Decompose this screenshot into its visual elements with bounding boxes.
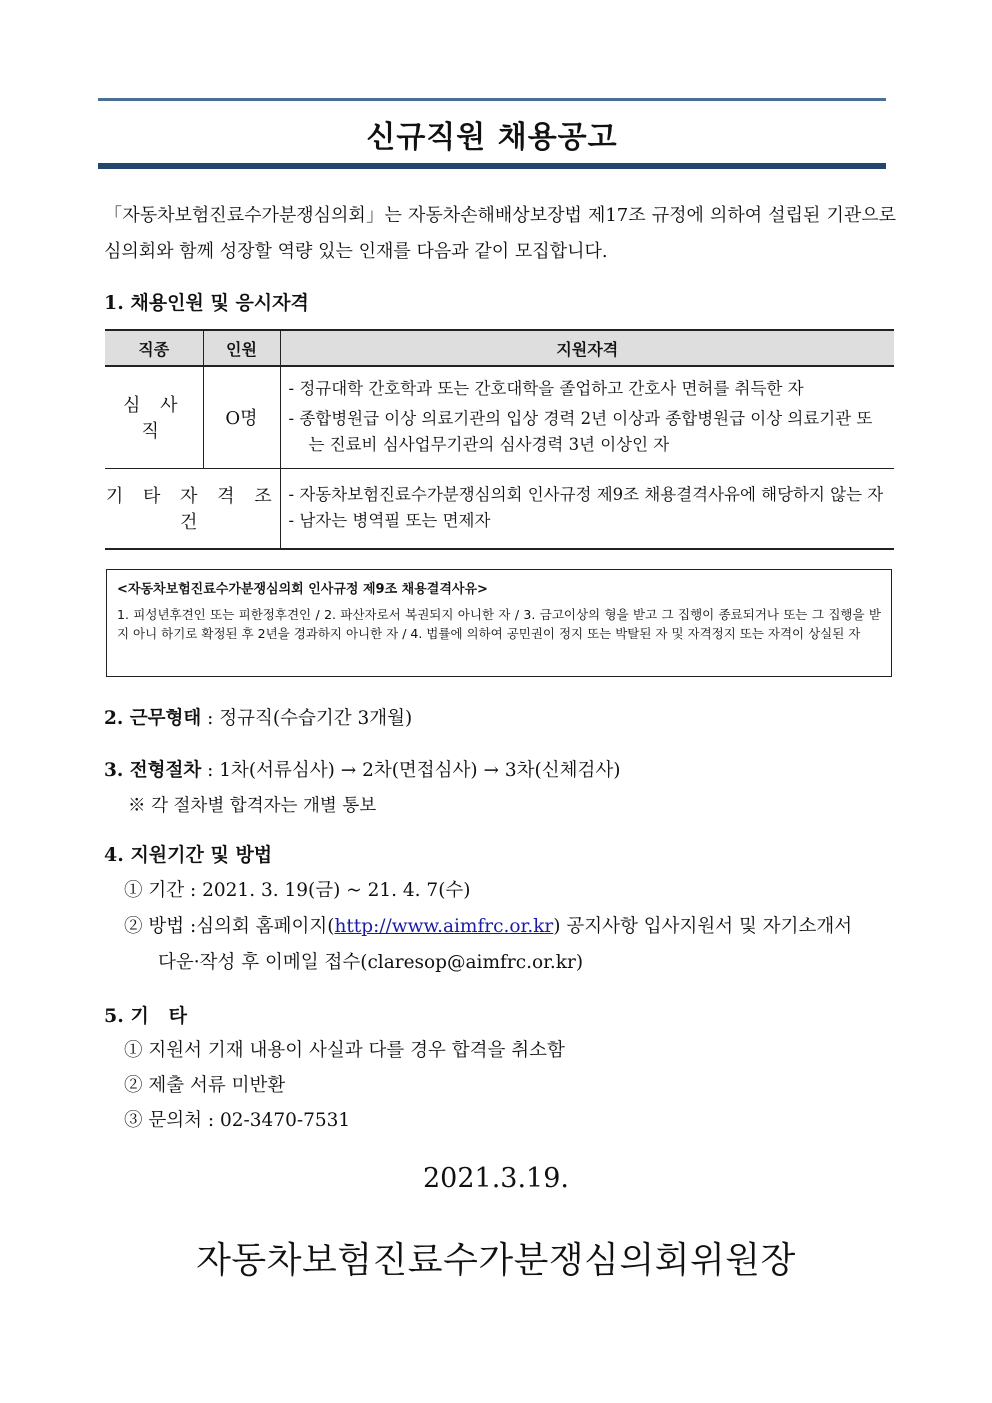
section3-sep: : [201, 760, 220, 781]
section5-item: ② 제출 서류 미반환 [124, 1075, 286, 1096]
page-title: 신규직원 채용공고 [366, 120, 618, 155]
section3-note: ※ 각 절차별 합격자는 개별 통보 [128, 796, 377, 816]
disqualification-body: 1. 피성년후견인 또는 피한정후견인 / 2. 파산자로서 복권되지 아니한 자 / 3. 금고이상의 형을 받고 그 집행이 종료되거나 또는 그 집행을 받지 아니 하기로 확정된 후 2년을 경과하지 아니한 자 / 4. 법률에 의하여 공민권이 정지 또는 박탈된 자 및 자격정지 또는 자격이 상실된 자 [117, 607, 881, 641]
section5-item: ① 지원서 기재 내용이 사실과 다를 경우 합격을 취소함 [124, 1040, 565, 1061]
cell-count: O명 [203, 366, 280, 468]
qualification-item: - 자동차보험진료수가분쟁심의회 인사규정 제9조 채용결격사유에 해당하지 않는 자 [288, 485, 884, 505]
cell-job: 심 사 직 [105, 366, 203, 468]
signer-name: 자동차보험진료수가분쟁심의회위원장 [196, 1240, 796, 1281]
table-row [105, 468, 894, 549]
cell-other-qualifications [280, 468, 894, 549]
disqualification-title: <자동차보험진료수가분쟁심의회 인사규정 제9조 채용결격사유> [117, 582, 488, 597]
title-bottom-rule [98, 163, 886, 169]
header-job: 직종 [105, 330, 203, 366]
section5-heading: 5. 기 타 [104, 1005, 188, 1027]
disqualification-box [106, 569, 892, 677]
section4-heading: 4. 지원기간 및 방법 [104, 844, 273, 866]
cell-qualifications [280, 366, 894, 468]
qualification-item: - 종합병원급 이상 의료기관의 입상 경력 2년 이상과 종합병원급 이상 의료기관 또는 진료비 심사업무기관의 심사경력 3년 이상인 자 [288, 409, 873, 455]
title-top-rule [98, 98, 886, 101]
header-qualification: 지원자격 [280, 330, 894, 366]
section3-heading: 3. 전형절차 [104, 760, 202, 781]
table-header-row [105, 330, 894, 366]
section4-period: ① 기간 : 2021. 3. 19(금) ~ 21. 4. 7(수) [124, 880, 471, 901]
section4-method-line2: 다운·작성 후 이메일 접수(claresop@aimfrc.or.kr) [158, 952, 584, 973]
notice-date: 2021.3.19. [423, 1163, 569, 1194]
section2-value: 정규직(수습기간 3개월) [219, 708, 413, 729]
header-count: 인원 [203, 330, 280, 366]
section5-item: ③ 문의처 : 02-3470-7531 [124, 1110, 351, 1131]
section2-heading: 2. 근무형태 [104, 708, 202, 729]
section2 [104, 704, 412, 730]
section1-heading: 1. 채용인원 및 응시자격 [104, 292, 309, 314]
table-row [105, 366, 894, 468]
section2-sep: : [201, 708, 220, 729]
qualification-item: - 정규대학 간호학과 또는 간호대학을 졸업하고 간호사 면허를 취득한 자 [288, 379, 804, 399]
section3-value: 1차(서류심사) → 2차(면접심사) → 3차(신체검사) [219, 760, 621, 781]
cell-other-conditions: 기 타 자 격 조 건 [105, 468, 280, 549]
section3 [104, 756, 620, 782]
section4-method [124, 912, 852, 938]
qualification-item: - 남자는 병역필 또는 면제자 [288, 511, 491, 531]
method-prefix: ② 방법 :심의회 홈페이지( [124, 916, 335, 937]
method-suffix: ) 공지사항 입사지원서 및 자기소개서 [553, 916, 853, 937]
homepage-link[interactable]: http://www.aimfrc.or.kr [334, 916, 554, 937]
intro-paragraph: 「자동차보험진료수가분쟁심의회」는 자동차손해배상보장법 제17조 규정에 의하여 설립된 기관으로 심의회와 함께 성장할 역량 있는 인재를 다음과 같이 모집합니다. [104, 205, 896, 262]
qualification-table [105, 329, 894, 550]
